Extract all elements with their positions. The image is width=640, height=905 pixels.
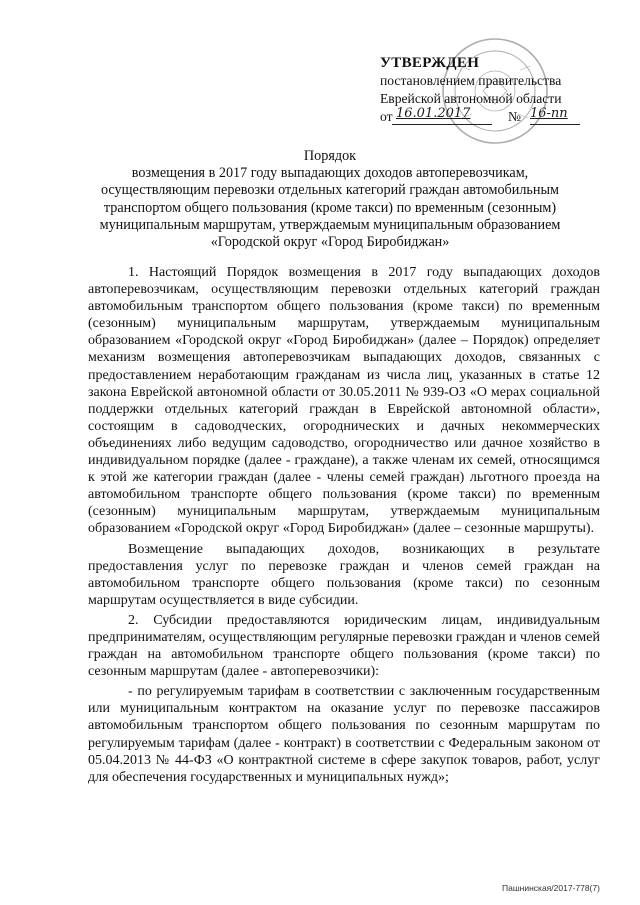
document-title bbox=[60, 148, 600, 251]
date-prefix: от bbox=[380, 109, 393, 124]
date-underline bbox=[392, 124, 492, 125]
title-line: муниципальным маршрутам, утверждаемым муниципальным образованием bbox=[99, 216, 561, 233]
paragraph: 2. Субсидии предоставляются юридическим лицам, индивидуальным предпринимателям, осуществляющим регулярные перевозки граждан и членов семей граждан на автомобильном транспорте общего пользования (кроме такси) по сезонным маршрутам (далее - автоперевозчики): bbox=[88, 612, 600, 680]
title-line: Порядок bbox=[303, 148, 357, 164]
number-underline bbox=[530, 124, 580, 125]
handwritten-date: 16.01.2017 bbox=[396, 106, 471, 121]
paragraph: Возмещение выпадающих доходов, возникающих в результате предоставления услуг по перевозке граждан и членов семей граждан на автомобильном транспорте общего пользования (кроме такси) по сезонным маршрутам осуществляется в виде субсидии. bbox=[88, 541, 600, 608]
title-line: транспортом общего пользования (кроме такси) по временным (сезонным) bbox=[103, 199, 557, 216]
handwritten-number: 16-пп bbox=[530, 106, 568, 121]
approval-line-2: Еврейской автономной области bbox=[380, 91, 562, 106]
approval-heading: УТВЕРЖДЕН bbox=[380, 55, 480, 71]
document-body bbox=[88, 264, 600, 789]
title-line: возмещения в 2017 году выпадающих доходов автоперевозчикам, bbox=[131, 165, 529, 182]
approval-date-number-row bbox=[380, 108, 615, 127]
approval-line-1: постановлением правительства bbox=[380, 73, 562, 88]
paragraph: 1. Настоящий Порядок возмещения в 2017 году выпадающих доходов автоперевозчикам, осуществляющим перевозки отдельных категорий граждан автомобильным транспортом общего пользования (кроме такси) по временным (сезонным) муниципальным маршрутам, утверждаемым муниципальным образованием «Городской округ «Город Биробиджан» (далее – Порядок) определяет механизм возмещения автоперевозчикам выпадающих доходов, связанных с предоставлением неработающим гражданам из числа лиц, указанных в статье 12 закона Еврейской автономной области от 30.05.2011 № 939-ОЗ «О мерах социальной поддержки отдельных категорий граждан в Еврейской автономной области», состоящим в садоводческих, огороднических и дачных некоммерческих объединениях либо ведущим садоводство, огородничество или дачное хозяйство в индивидуальном порядке (далее - граждане), а также членам их семей, относящимся к этой же категории граждан (далее - члены семей граждан) льготного проезда на автомобильном транспорте общего пользования (кроме такси) по временным (сезонным) муниципальным маршрутам, утверждаемым муниципальным образованием «Городской округ «Город Биробиджан» (далее – сезонные маршруты). bbox=[88, 265, 600, 537]
title-line: осуществляющим перевозки отдельных категорий граждан автомобильным bbox=[100, 182, 560, 199]
number-sign: № bbox=[508, 109, 521, 124]
footer-document-code: Пашнинская/2017-778(7) bbox=[502, 883, 600, 893]
approval-block bbox=[380, 54, 615, 127]
title-line: «Городской округ «Город Биробиджан» bbox=[210, 234, 450, 251]
paragraph: - по регулируемым тарифам в соответствии с заключенным государственным или муниципальным контрактом на оказание услуг по перевозке пассажиров автомобильным транспортом общего пользования по сезонным маршрутам по регулируемым тарифам (далее - контракт) в соответствии с Федеральным законом от 05.04.2013 № 44-ФЗ «О контрактной системе в сфере закупок товаров, работ, услуг для обеспечения государственных и муниципальных нужд»; bbox=[88, 684, 600, 785]
